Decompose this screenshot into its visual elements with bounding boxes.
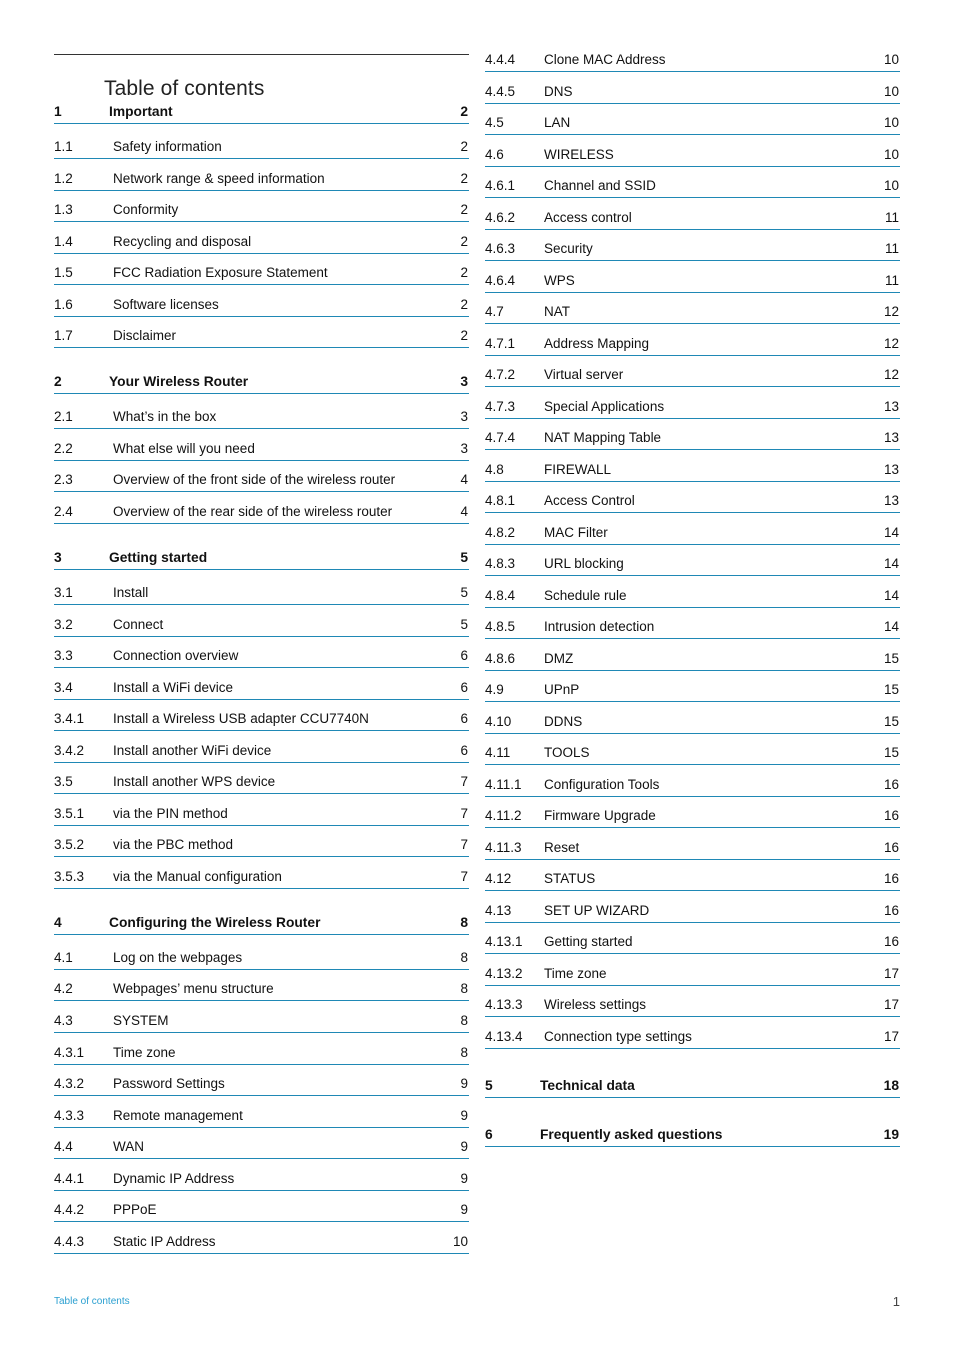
toc-entry-row[interactable]: [54, 1168, 469, 1191]
toc-entry-number: 4.3.3: [54, 1108, 85, 1123]
toc-chapter-row[interactable]: [54, 371, 469, 394]
toc-chapter-row[interactable]: [54, 547, 469, 570]
toc-entry-row[interactable]: [485, 963, 900, 986]
toc-entry-label: Access control: [544, 210, 632, 225]
toc-entry-page: 10: [883, 52, 899, 67]
toc-entry-label: Virtual server: [544, 367, 624, 382]
toc-entry-number: 4.6.3: [485, 241, 516, 256]
toc-entry-row[interactable]: [485, 175, 900, 198]
toc-entry-label: Your Wireless Router: [109, 374, 249, 389]
toc-entry-number: 1.5: [54, 265, 73, 280]
toc-entry-number: 6: [485, 1127, 493, 1142]
toc-entry-number: 4.7.1: [485, 336, 516, 351]
toc-entry-label: Connection overview: [113, 648, 239, 663]
toc-entry-number: 4.6.4: [485, 273, 516, 288]
toc-entry-number: 4.11.1: [485, 777, 522, 792]
toc-entry-number: 2.3: [54, 472, 73, 487]
toc-entry-number: 4.6: [485, 147, 504, 162]
toc-entry-row[interactable]: [54, 262, 469, 285]
toc-entry-row[interactable]: [485, 868, 900, 891]
toc-entry-number: 3.4.2: [54, 743, 85, 758]
toc-entry-number: 2.4: [54, 504, 73, 519]
toc-entry-row[interactable]: [485, 396, 900, 419]
toc-entry-row[interactable]: [54, 834, 469, 857]
toc-entry-label: Channel and SSID: [544, 178, 656, 193]
toc-entry-label: Special Applications: [544, 399, 665, 414]
toc-entry-label: PPPoE: [113, 1202, 157, 1217]
toc-entry-label: Remote management: [113, 1108, 243, 1123]
toc-entry-label: LAN: [544, 115, 571, 130]
toc-entry-row[interactable]: [485, 837, 900, 860]
toc-entry-page: 7: [460, 806, 468, 821]
toc-entry-page: 8: [460, 1013, 468, 1028]
toc-entry-label: TOOLS: [544, 745, 590, 760]
toc-entry-label: FIREWALL: [544, 462, 612, 477]
toc-entry-number: 1.2: [54, 171, 73, 186]
toc-entry-page: 3: [460, 374, 468, 389]
toc-entry-number: 1.6: [54, 297, 73, 312]
toc-entry-label: WPS: [544, 273, 575, 288]
toc-entry-number: 4.7.2: [485, 367, 516, 382]
toc-entry-number: 4.4.5: [485, 84, 516, 99]
toc-entry-number: 4.8.3: [485, 556, 516, 571]
toc-entry-number: 3.2: [54, 617, 73, 632]
toc-entry-row[interactable]: [54, 771, 469, 794]
toc-entry-page: 16: [883, 903, 899, 918]
toc-entry-number: 2.1: [54, 409, 73, 424]
toc-entry-row[interactable]: [54, 1042, 469, 1065]
toc-entry-page: 12: [883, 304, 899, 319]
toc-entry-label: URL blocking: [544, 556, 624, 571]
toc-entry-row[interactable]: [485, 207, 900, 230]
toc-entry-number: 4.12: [485, 871, 512, 886]
toc-entry-number: 1.1: [54, 139, 73, 154]
toc-entry-row[interactable]: [485, 81, 900, 104]
toc-entry-number: 4.7.4: [485, 430, 516, 445]
toc-entry-label: Install a Wireless USB adapter CCU7740N: [113, 711, 369, 726]
toc-entry-row[interactable]: [485, 270, 900, 293]
toc-entry-label: Getting started: [109, 550, 208, 565]
toc-entry-page: 17: [883, 1029, 899, 1044]
toc-entry-number: 4.8.2: [485, 525, 516, 540]
toc-entry-row[interactable]: [485, 301, 900, 324]
toc-entry-number: 4.4.4: [485, 52, 516, 67]
toc-entry-page: 2: [460, 297, 468, 312]
toc-entry-number: 4.11.3: [485, 840, 522, 855]
toc-entry-label: SET UP WIZARD: [544, 903, 650, 918]
toc-entry-page: 16: [883, 934, 899, 949]
toc-entry-row[interactable]: [54, 438, 469, 461]
toc-entry-row[interactable]: [485, 364, 900, 387]
toc-entry-page: 9: [460, 1202, 468, 1217]
toc-entry-number: 1.7: [54, 328, 73, 343]
toc-entry-page: 16: [883, 871, 899, 886]
toc-entry-page: 12: [883, 367, 899, 382]
toc-entry-page: 2: [460, 139, 468, 154]
toc-entry-row[interactable]: [485, 238, 900, 261]
toc-entry-number: 2: [54, 374, 62, 389]
toc-entry-number: 4.3: [54, 1013, 73, 1028]
toc-entry-row[interactable]: [54, 582, 469, 605]
top-rule: [54, 54, 469, 55]
toc-entry-page: 16: [883, 777, 899, 792]
toc-entry-page: 8: [460, 1045, 468, 1060]
toc-entry-page: 17: [883, 997, 899, 1012]
toc-entry-number: 3.5.1: [54, 806, 85, 821]
toc-entry-label: Clone MAC Address: [544, 52, 666, 67]
toc-entry-label: Static IP Address: [113, 1234, 216, 1249]
toc-entry-label: FCC Radiation Exposure Statement: [113, 265, 328, 280]
toc-entry-page: 9: [460, 1171, 468, 1186]
toc-entry-page: 14: [883, 525, 899, 540]
toc-entry-number: 4.13.1: [485, 934, 523, 949]
toc-entry-row[interactable]: [485, 490, 900, 513]
toc-entry-page: 7: [460, 869, 468, 884]
toc-entry-page: 5: [460, 550, 468, 565]
toc-entry-label: Password Settings: [113, 1076, 225, 1091]
toc-entry-label: WAN: [113, 1139, 144, 1154]
toc-entry-number: 3.3: [54, 648, 73, 663]
toc-entry-page: 3: [460, 441, 468, 456]
toc-entry-row[interactable]: [54, 1136, 469, 1159]
toc-entry-row[interactable]: [485, 553, 900, 576]
toc-entry-row[interactable]: [485, 49, 900, 72]
toc-entry-number: 4.1: [54, 950, 73, 965]
toc-entry-label: Webpages’ menu structure: [113, 981, 274, 996]
toc-entry-number: 4.4: [54, 1139, 73, 1154]
toc-entry-label: Install another WiFi device: [113, 743, 272, 758]
toc-entry-number: 4.2: [54, 981, 73, 996]
toc-entry-page: 13: [883, 462, 899, 477]
toc-entry-row[interactable]: [54, 866, 469, 889]
toc-entry-label: Install another WPS device: [113, 774, 276, 789]
toc-entry-page: 8: [460, 981, 468, 996]
toc-entry-number: 4.6.2: [485, 210, 516, 225]
toc-entry-label: DNS: [544, 84, 573, 99]
toc-entry-label: Access Control: [544, 493, 635, 508]
toc-entry-label: Frequently asked questions: [540, 1127, 723, 1142]
toc-chapter-row[interactable]: [54, 101, 469, 124]
toc-entry-number: 4.8.4: [485, 588, 516, 603]
toc-entry-label: Log on the webpages: [113, 950, 243, 965]
toc-entry-label: Technical data: [540, 1078, 635, 1093]
toc-entry-row[interactable]: [54, 947, 469, 970]
toc-entry-row[interactable]: [485, 774, 900, 797]
toc-entry-page: 11: [884, 210, 899, 225]
toc-entry-page: 10: [883, 115, 899, 130]
toc-entry-row[interactable]: [54, 501, 469, 524]
toc-entry-number: 4.6.1: [485, 178, 516, 193]
toc-entry-page: 13: [883, 430, 899, 445]
toc-entry-label: MAC Filter: [544, 525, 608, 540]
toc-entry-row[interactable]: [485, 522, 900, 545]
toc-entry-label: Schedule rule: [544, 588, 627, 603]
toc-entry-label: Getting started: [544, 934, 633, 949]
toc-entry-number: 4.8.6: [485, 651, 516, 666]
toc-entry-page: 12: [883, 336, 899, 351]
toc-entry-page: 13: [883, 399, 899, 414]
toc-entry-label: Dynamic IP Address: [113, 1171, 235, 1186]
toc-entry-page: 6: [460, 648, 468, 663]
toc-entry-page: 10: [883, 147, 899, 162]
toc-entry-row[interactable]: [485, 1026, 900, 1049]
toc-entry-label: NAT Mapping Table: [544, 430, 662, 445]
toc-entry-label: Reset: [544, 840, 580, 855]
toc-entry-page: 8: [460, 950, 468, 965]
page-title: Table of contents: [104, 77, 265, 101]
toc-entry-label: SYSTEM: [113, 1013, 169, 1028]
toc-entry-label: Install a WiFi device: [113, 680, 234, 695]
toc-entry-page: 4: [460, 472, 468, 487]
toc-entry-number: 4.8: [485, 462, 504, 477]
toc-entry-row[interactable]: [54, 1105, 469, 1128]
toc-entry-page: 14: [883, 619, 899, 634]
toc-entry-label: Connect: [113, 617, 164, 632]
toc-entry-row[interactable]: [485, 711, 900, 734]
toc-entry-label: Wireless settings: [544, 997, 647, 1012]
toc-entry-number: 4.7.3: [485, 399, 516, 414]
toc-entry-label: Address Mapping: [544, 336, 650, 351]
toc-entry-number: 5: [485, 1078, 493, 1093]
toc-entry-label: Time zone: [544, 966, 607, 981]
toc-entry-label: Install: [113, 585, 149, 600]
toc-entry-number: 4.11: [485, 745, 511, 760]
toc-entry-label: DDNS: [544, 714, 583, 729]
toc-entry-number: 4.5: [485, 115, 504, 130]
toc-entry-number: 3.4.1: [54, 711, 85, 726]
toc-chapter-row[interactable]: [485, 1124, 900, 1147]
toc-entry-number: 1.4: [54, 234, 73, 249]
toc-entry-page: 8: [460, 915, 468, 930]
toc-entry-label: Connection type settings: [544, 1029, 692, 1044]
toc-entry-page: 9: [460, 1139, 468, 1154]
toc-entry-number: 3.4: [54, 680, 73, 695]
toc-entry-row[interactable]: [54, 803, 469, 826]
toc-entry-row[interactable]: [54, 231, 469, 254]
toc-entry-number: 4.13.4: [485, 1029, 523, 1044]
toc-entry-label: via the Manual configuration: [113, 869, 282, 884]
toc-entry-page: 15: [883, 745, 899, 760]
toc-entry-label: Security: [544, 241, 593, 256]
toc-entry-number: 3.1: [54, 585, 73, 600]
toc-entry-number: 4.8.5: [485, 619, 516, 634]
toc-entry-page: 2: [460, 265, 468, 280]
toc-entry-page: 4: [460, 504, 468, 519]
toc-entry-label: Overview of the front side of the wireless router: [113, 472, 396, 487]
toc-entry-number: 2.2: [54, 441, 73, 456]
toc-entry-number: 4.4.1: [54, 1171, 85, 1186]
toc-entry-number: 4: [54, 915, 62, 930]
toc-entry-label: via the PBC method: [113, 837, 234, 852]
toc-entry-row[interactable]: [485, 994, 900, 1017]
toc-entry-row[interactable]: [54, 1073, 469, 1096]
toc-entry-label: Software licenses: [113, 297, 219, 312]
toc-entry-number: 3.5: [54, 774, 73, 789]
toc-entry-row[interactable]: [54, 136, 469, 159]
footer-section-label: Table of contents: [54, 1296, 130, 1307]
toc-entry-row[interactable]: [485, 459, 900, 482]
toc-entry-page: 9: [460, 1076, 468, 1091]
toc-entry-label: Time zone: [113, 1045, 176, 1060]
toc-entry-page: 10: [452, 1234, 468, 1249]
toc-entry-label: STATUS: [544, 871, 596, 886]
toc-entry-page: 16: [883, 840, 899, 855]
toc-entry-page: 7: [460, 837, 468, 852]
toc-entry-page: 7: [460, 774, 468, 789]
toc-entry-page: 14: [883, 556, 899, 571]
toc-entry-label: Overview of the rear side of the wireless router: [113, 504, 393, 519]
toc-entry-label: Safety information: [113, 139, 222, 154]
toc-entry-label: Disclaimer: [113, 328, 177, 343]
toc-entry-label: What’s in the box: [113, 409, 217, 424]
toc-entry-number: 4.4.2: [54, 1202, 85, 1217]
toc-entry-label: Recycling and disposal: [113, 234, 252, 249]
toc-entry-label: NAT: [544, 304, 570, 319]
toc-entry-row[interactable]: [54, 325, 469, 348]
toc-entry-label: Network range & speed information: [113, 171, 325, 186]
toc-chapter-row[interactable]: [485, 1075, 900, 1098]
toc-entry-page: 5: [460, 585, 468, 600]
toc-entry-label: Conformity: [113, 202, 179, 217]
toc-entry-label: DMZ: [544, 651, 574, 666]
toc-entry-row[interactable]: [54, 1010, 469, 1033]
toc-entry-number: 4.8.1: [485, 493, 516, 508]
toc-entry-row[interactable]: [485, 333, 900, 356]
toc-entry-label: Intrusion detection: [544, 619, 655, 634]
toc-entry-row[interactable]: [54, 469, 469, 492]
toc-entry-page: 15: [883, 682, 899, 697]
toc-entry-page: 6: [460, 743, 468, 758]
toc-entry-row[interactable]: [54, 168, 469, 191]
toc-entry-page: 15: [883, 714, 899, 729]
toc-entry-row[interactable]: [485, 616, 900, 639]
toc-entry-number: 4.3.1: [54, 1045, 85, 1060]
toc-entry-row[interactable]: [485, 427, 900, 450]
toc-entry-number: 3: [54, 550, 62, 565]
toc-entry-number: 4.13: [485, 903, 512, 918]
toc-entry-label: Important: [109, 104, 173, 119]
toc-entry-row[interactable]: [54, 677, 469, 700]
toc-entry-row[interactable]: [485, 931, 900, 954]
toc-entry-number: 4.9: [485, 682, 504, 697]
toc-entry-page: 18: [883, 1078, 899, 1093]
toc-entry-number: 3.5.3: [54, 869, 85, 884]
toc-entry-label: Configuring the Wireless Router: [109, 915, 321, 930]
toc-entry-number: 4.7: [485, 304, 504, 319]
toc-entry-page: 2: [460, 104, 468, 119]
toc-entry-page: 5: [460, 617, 468, 632]
toc-entry-page: 16: [883, 808, 899, 823]
toc-entry-label: What else will you need: [113, 441, 255, 456]
toc-entry-page: 6: [460, 711, 468, 726]
toc-entry-page: 3: [460, 409, 468, 424]
toc-entry-number: 3.5.2: [54, 837, 85, 852]
toc-entry-row[interactable]: [54, 614, 469, 637]
toc-entry-number: 1.3: [54, 202, 73, 217]
toc-entry-page: 10: [883, 178, 899, 193]
toc-entry-number: 4.13.2: [485, 966, 523, 981]
toc-entry-label: Configuration Tools: [544, 777, 660, 792]
toc-entry-number: 4.11.2: [485, 808, 522, 823]
toc-entry-label: via the PIN method: [113, 806, 228, 821]
toc-entry-number: 4.13.3: [485, 997, 523, 1012]
toc-entry-label: WIRELESS: [544, 147, 614, 162]
toc-entry-label: UPnP: [544, 682, 580, 697]
toc-entry-row[interactable]: [54, 199, 469, 222]
toc-entry-row[interactable]: [485, 805, 900, 828]
toc-entry-page: 14: [883, 588, 899, 603]
toc-entry-row[interactable]: [54, 708, 469, 731]
toc-entry-row[interactable]: [485, 742, 900, 765]
toc-entry-row[interactable]: [485, 112, 900, 135]
footer-page-number: 1: [892, 1294, 900, 1309]
toc-entry-row[interactable]: [54, 740, 469, 763]
toc-entry-row[interactable]: [485, 144, 900, 167]
toc-entry-page: 19: [883, 1127, 899, 1142]
toc-entry-page: 2: [460, 328, 468, 343]
toc-entry-number: 1: [54, 104, 62, 119]
toc-entry-row[interactable]: [54, 645, 469, 668]
toc-entry-page: 11: [884, 241, 899, 256]
toc-entry-page: 9: [460, 1108, 468, 1123]
toc-entry-page: 2: [460, 202, 468, 217]
toc-entry-page: 10: [883, 84, 899, 99]
toc-entry-row[interactable]: [54, 406, 469, 429]
toc-entry-page: 6: [460, 680, 468, 695]
toc-entry-number: 4.3.2: [54, 1076, 85, 1091]
toc-entry-row[interactable]: [485, 679, 900, 702]
toc-entry-label: Firmware Upgrade: [544, 808, 656, 823]
toc-entry-page: 15: [883, 651, 899, 666]
toc-entry-row[interactable]: [54, 978, 469, 1001]
toc-entry-page: 13: [883, 493, 899, 508]
toc-entry-number: 4.4.3: [54, 1234, 85, 1249]
toc-entry-row[interactable]: [485, 585, 900, 608]
toc-chapter-row[interactable]: [54, 912, 469, 935]
toc-entry-row[interactable]: [54, 1199, 469, 1222]
toc-entry-page: 2: [460, 234, 468, 249]
toc-entry-row[interactable]: [485, 648, 900, 671]
toc-entry-row[interactable]: [54, 1231, 469, 1254]
toc-entry-row[interactable]: [54, 294, 469, 317]
toc-entry-page: 2: [460, 171, 468, 186]
toc-entry-number: 4.10: [485, 714, 512, 729]
toc-entry-page: 17: [883, 966, 899, 981]
toc-entry-row[interactable]: [485, 900, 900, 923]
toc-entry-page: 11: [884, 273, 899, 288]
